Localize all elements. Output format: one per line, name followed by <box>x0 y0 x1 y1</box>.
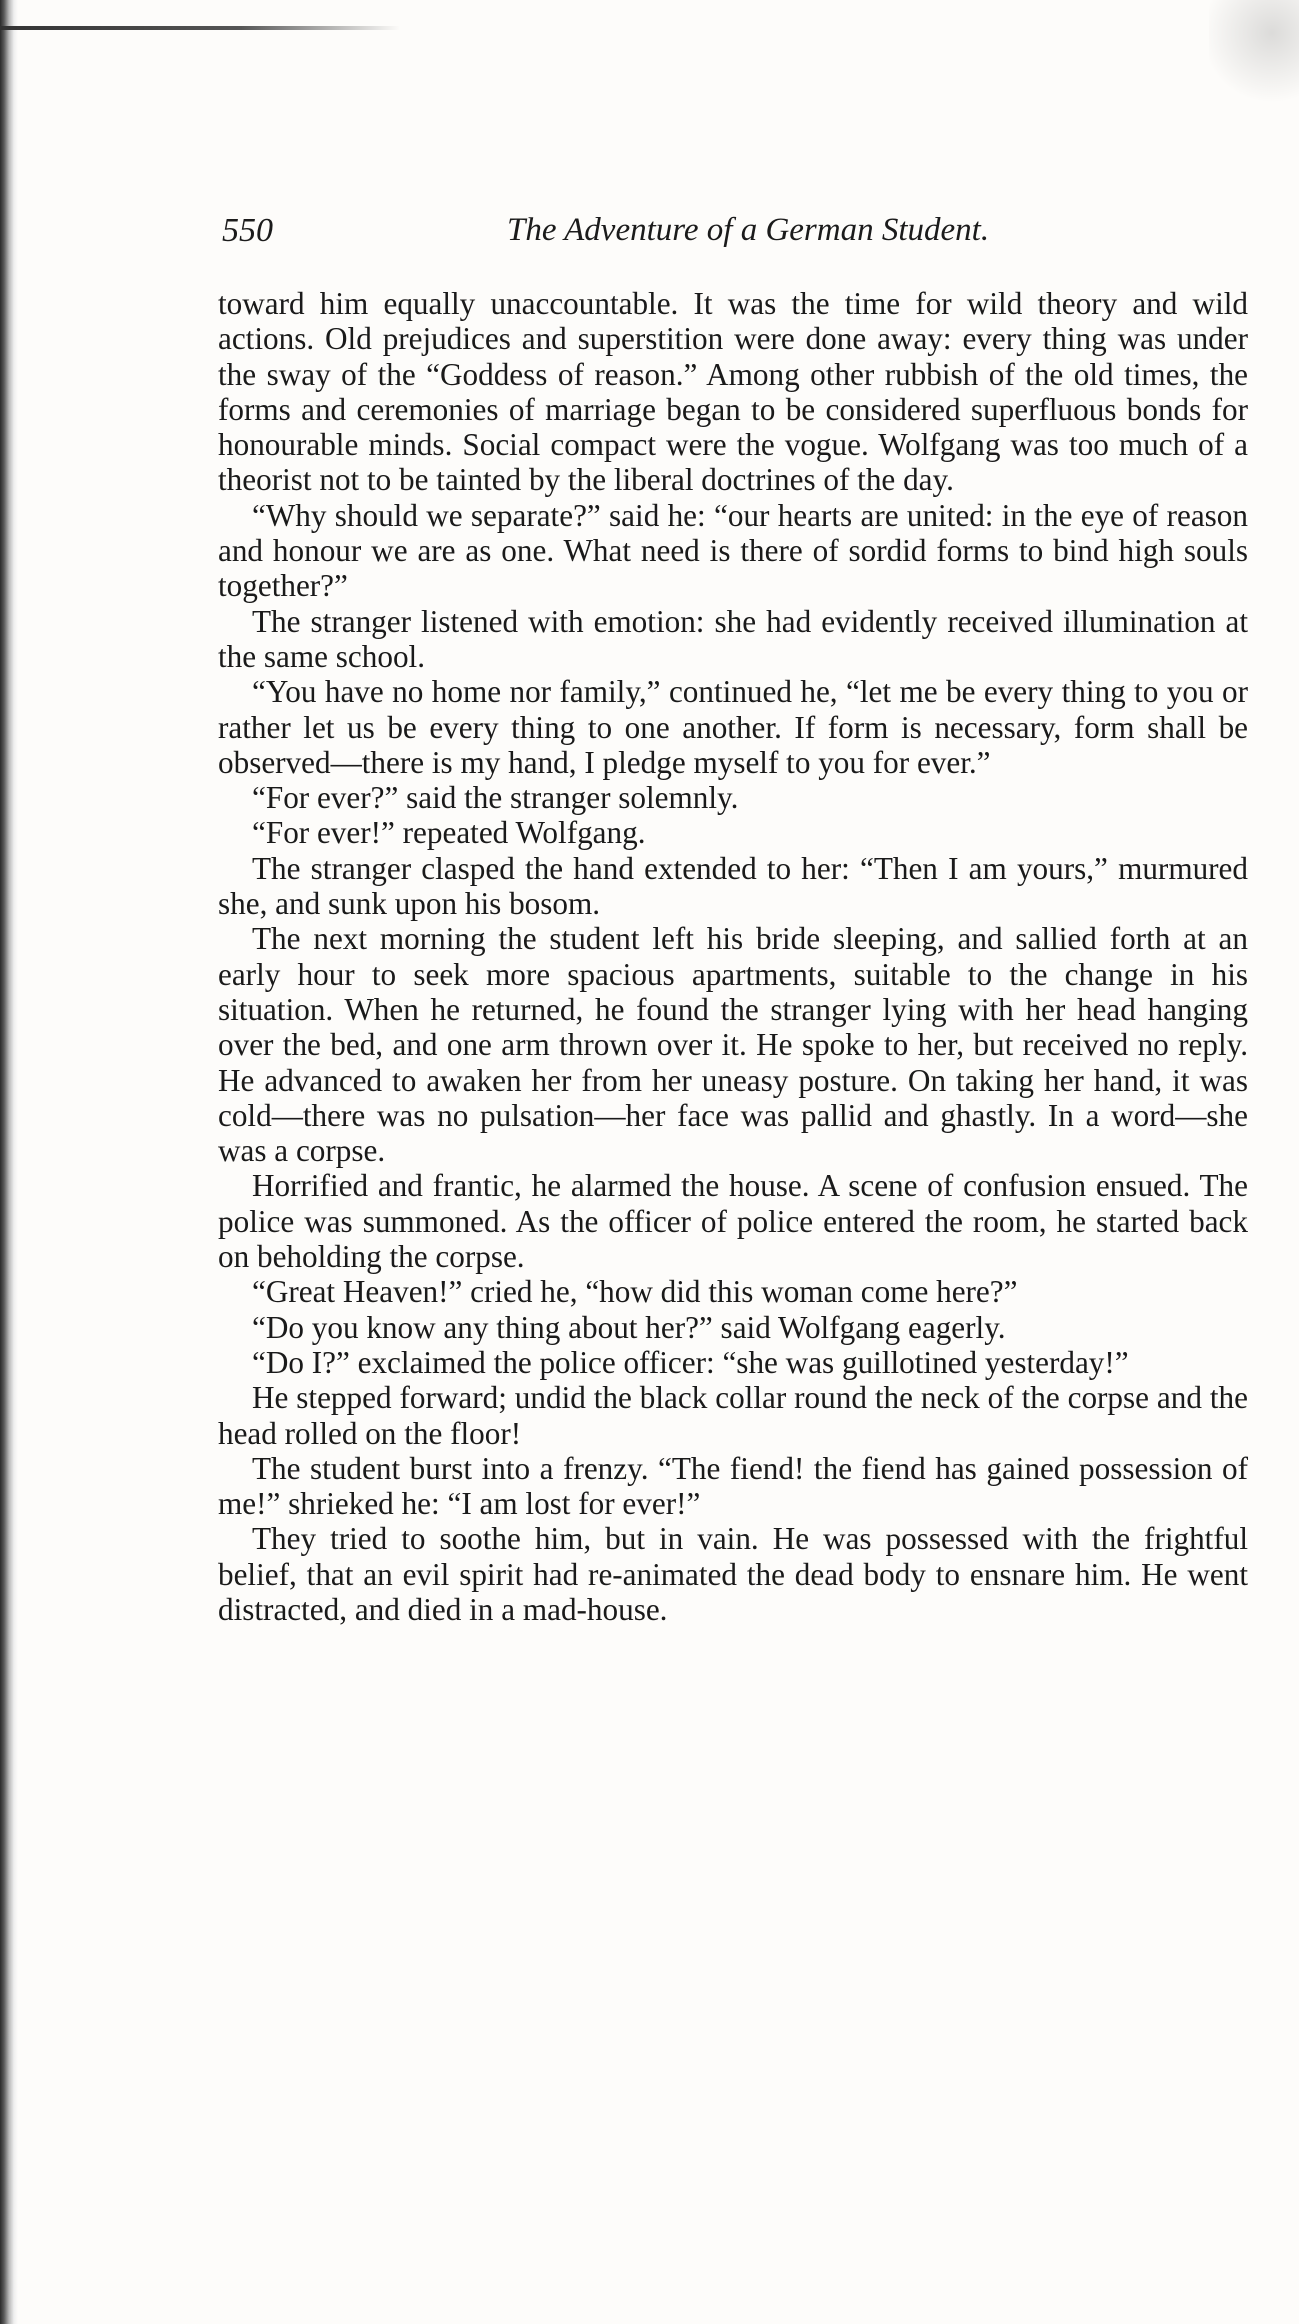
page-header <box>222 212 1102 272</box>
paragraph-15: They tried to soothe him, but in vain. He was possessed with the frightful belief, that an evil spirit had re-animated the dead body to ensnare him. He went distracted, and died in a mad-house. <box>218 1521 1248 1627</box>
paragraph-12: “Do I?” exclaimed the police officer: “she was guillotined yesterday!” <box>252 1344 1129 1380</box>
paragraph-9: Horrified and frantic, he alarmed the house. A scene of confusion ensued. The police was summoned. As the officer of police entered the room, he started back on beholding the corpse. <box>218 1168 1248 1275</box>
paragraph-3: The stranger listened with emotion: she had evidently received illumination at the same school. <box>218 603 1248 674</box>
paragraph-13: He stepped forward; undid the black collar round the neck of the corpse and the head rolled on the floor! <box>218 1380 1248 1451</box>
scan-speckle <box>1209 0 1299 110</box>
paragraph-11: “Do you know any thing about her?” said Wolfgang eagerly. <box>252 1309 1006 1345</box>
running-title: The Adventure of a German Student. <box>507 212 990 248</box>
page-binding-shadow <box>0 0 18 2324</box>
body-text <box>218 286 1248 1627</box>
top-rule <box>0 26 400 30</box>
paragraph-6: “For ever!” repeated Wolfgang. <box>252 815 646 851</box>
paragraph-1: toward him equally unaccountable. It was the time for wild theory and wild actions. Old prejudices and superstition were done away: every thing was under the sway of the “Goddess of reason.” Among other rubbish of the old times, the forms and ceremonies of marriage began to be considered superfluous bonds for honourable minds. Social compact were the vogue. Wolfgang was too much of a theorist not to be tainted by the liberal doctrines of the day. <box>218 286 1248 498</box>
paragraph-4: “You have no home nor family,” continued he, “let me be every thing to you or rather let us be every thing to one another. If form is necessary, form shall be observed—there is my hand, I pledge myself to you for ever.” <box>218 674 1248 780</box>
paragraph-8: The next morning the student left his bride sleeping, and sallied forth at an early hour to seek more spacious apartments, suitable to the change in his situation. When he returned, he found the stranger lying with her head hanging over the bed, and one arm thrown over it. He spoke to her, but received no reply. He advanced to awaken her from her uneasy posture. On taking her hand, it was cold—there was no pulsation—her face was pallid and ghastly. In a word—she was a corpse. <box>218 921 1248 1169</box>
paragraph-14: The student burst into a frenzy. “The fiend! the fiend has gained possession of me!” shrieked he: “I am lost for ever!” <box>218 1450 1248 1522</box>
paragraph-2: “Why should we separate?” said he: “our hearts are united: in the eye of reason and honour we are as one. What need is there of sordid forms to bind high souls together?” <box>218 497 1248 604</box>
paragraph-5: “For ever?” said the stranger solemnly. <box>252 780 739 816</box>
paragraph-10: “Great Heaven!” cried he, “how did this woman come here?” <box>252 1274 1018 1310</box>
page-number: 550 <box>222 212 273 249</box>
paragraph-7: The stranger clasped the hand extended to her: “Then I am yours,” murmured she, and sunk upon his bosom. <box>218 850 1248 922</box>
